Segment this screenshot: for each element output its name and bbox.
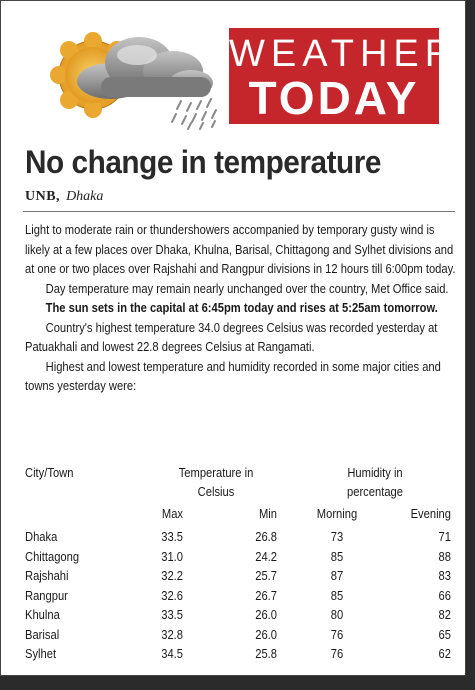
cell-evening: 65 [438,626,451,642]
cell-city: Rajshahi [25,568,69,583]
cell-evening: 71 [438,529,451,544]
subheader-morning: Morning [316,506,358,521]
paragraph-day-temperature: Day temperature may remain nearly unchanged over the country, Met Office said. [45,280,449,296]
cell-city: Chittagong [25,548,80,564]
article-body [25,220,456,396]
cell-min: 26.8 [255,529,277,544]
cell-max: 31.0 [161,548,183,564]
header-temperature-line2: Celsius [197,484,235,499]
banner-weather-text: WEATHER [229,33,459,75]
paragraph-extremes: Country's highest temperature 34.0 degrees Celsius was recorded yesterday at Patuakhali and lowest 22.8 degrees Celsius at Rangamati. [25,319,438,354]
cell-city: Dhaka [25,529,58,544]
cell-max: 34.5 [161,646,183,661]
banner-today-text: TODAY [248,72,420,124]
cell-evening: 62 [438,646,451,661]
cell-min: 24.2 [255,548,277,564]
cell-morning: 87 [330,568,344,583]
headline: No change in temperature [25,144,381,180]
cell-morning: 80 [330,607,344,622]
cell-max: 33.5 [161,529,183,544]
dateline [25,189,103,205]
cell-morning: 85 [330,548,344,564]
cell-evening: 88 [438,548,451,564]
subheader-max: Max [161,506,183,521]
cell-morning: 76 [330,646,344,661]
cell-city: Rangpur [25,587,68,603]
weather-today-banner [229,28,459,124]
cell-min: 25.8 [255,646,277,661]
paragraph-sun-times: The sun sets in the capital at 6:45pm today and rises at 5:25am tomorrow. [45,300,438,315]
header-humidity-line1: Humidity in [347,465,403,480]
cell-min: 26.0 [255,607,277,622]
dateline-city: Dhaka [66,189,104,204]
cell-max: 32.6 [161,587,183,603]
cell-min: 26.0 [255,626,277,642]
cell-max: 32.2 [161,568,183,583]
header-temperature-line1: Temperature in [178,465,254,480]
cell-evening: 82 [438,607,451,622]
cell-city: Khulna [25,607,60,622]
paragraph-forecast: Light to moderate rain or thundershowers accompanied by temporary gusty wind is likely at a few places over Dhaka, Khulna, Barisal, Chittagong and Sylhet divisions and at one or two places over Rajshahi and Rangpur divisions in 12 hours till 6:00pm today. [25,222,456,276]
cell-city: Barisal [25,626,60,642]
news-agency: UNB, [25,189,61,204]
sun-cloud-rain-icon [31,19,231,131]
cell-max: 33.5 [161,607,183,622]
cell-morning: 73 [330,529,344,544]
header-city: City/Town [25,465,74,480]
cell-min: 26.7 [255,587,277,603]
cell-min: 25.7 [255,568,277,583]
cell-evening: 66 [438,587,451,603]
subheader-min: Min [258,506,277,521]
paragraph-table-intro: Highest and lowest temperature and humidity recorded in some major cities and towns yesterday were: [25,358,441,393]
divider [23,211,455,212]
cell-morning: 85 [330,587,344,603]
cell-max: 32.8 [161,626,183,642]
cell-city: Sylhet [25,646,57,661]
masthead [1,1,466,136]
cell-evening: 83 [438,568,451,583]
subheader-evening: Evening [410,506,451,521]
cell-morning: 76 [330,626,344,642]
header-humidity-line2: percentage [347,484,403,499]
temperature-humidity-table [25,463,457,673]
